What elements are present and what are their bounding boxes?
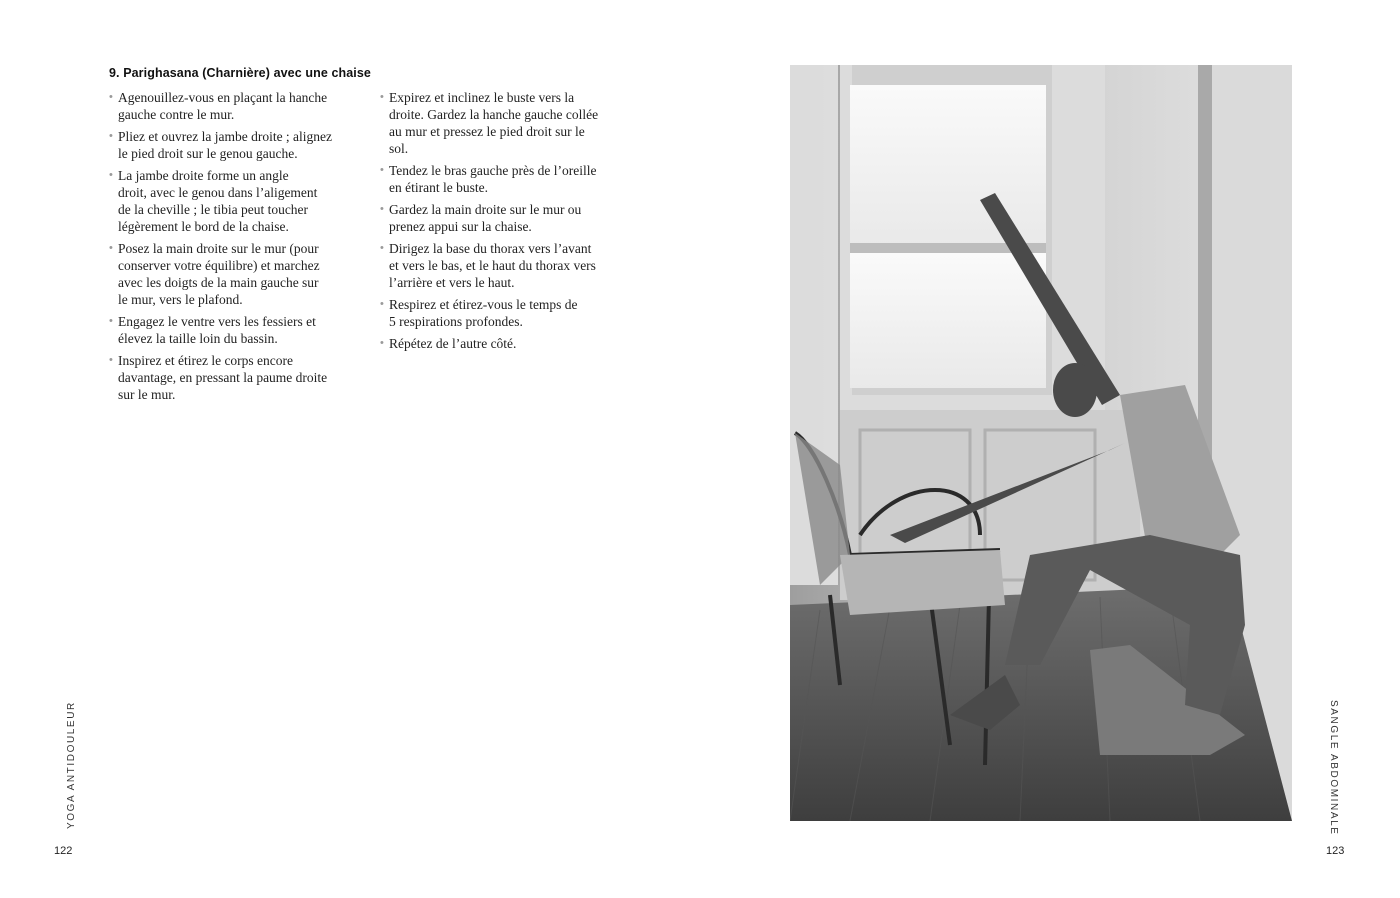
bullet-icon: •	[380, 298, 384, 310]
pose-photo	[790, 65, 1292, 821]
running-head-left: YOGA ANTIDOULEUR	[66, 701, 77, 829]
instruction-item: • Expirez et inclinez le buste vers la droite. Gardez la hanche gauche collée au mur et pressez le pied droit sur le sol.	[380, 90, 599, 156]
bullet-icon: •	[109, 91, 113, 103]
bullet-icon: •	[109, 130, 113, 142]
instructions-column-2	[380, 89, 620, 357]
bullet-icon: •	[380, 164, 384, 176]
instruction-item: • Engagez le ventre vers les fessiers et élevez la taille loin du bassin.	[109, 314, 316, 346]
instruction-item: • Répétez de l’autre côté.	[380, 336, 517, 351]
instruction-item: • Respirez et étirez-vous le temps de 5 respirations profondes.	[380, 297, 578, 329]
instruction-item: • La jambe droite forme un angle droit, avec le genou dans l’aligement de la cheville ; le tibia peut toucher légèrement le bord de la chaise.	[109, 168, 318, 234]
bullet-icon: •	[380, 91, 384, 103]
bullet-icon: •	[380, 203, 384, 215]
bullet-icon: •	[109, 169, 113, 181]
bullet-icon: •	[380, 337, 384, 349]
running-head-right: SANGLE ABDOMINALE	[1328, 700, 1339, 836]
instruction-item: • Inspirez et étirez le corps encore davantage, en pressant la paume droite sur le mur.	[109, 353, 328, 402]
exercise-title: 9. Parighasana (Charnière) avec une chaise	[109, 66, 371, 80]
instruction-item: • Dirigez la base du thorax vers l’avant et vers le bas, et le haut du thorax vers l’arrière et vers le haut.	[380, 241, 596, 290]
instruction-item: • Gardez la main droite sur le mur ou prenez appui sur la chaise.	[380, 202, 582, 234]
bullet-icon: •	[109, 242, 113, 254]
bullet-icon: •	[109, 354, 113, 366]
instruction-item: • Pliez et ouvrez la jambe droite ; alignez le pied droit sur le genou gauche.	[109, 129, 333, 161]
instruction-item: • Posez la main droite sur le mur (pour conserver votre équilibre) et marchez avec les doigts de la main gauche sur le mur, vers le plafond.	[109, 241, 320, 307]
instruction-item: • Agenouillez-vous en plaçant la hanche gauche contre le mur.	[109, 90, 328, 122]
bullet-icon: •	[109, 315, 113, 327]
page-number-right: 123	[1326, 845, 1345, 857]
instructions-column-1	[109, 89, 349, 408]
instruction-item: • Tendez le bras gauche près de l’oreille en étirant le buste.	[380, 163, 597, 195]
page-number-left: 122	[54, 845, 73, 857]
bullet-icon: •	[380, 242, 384, 254]
